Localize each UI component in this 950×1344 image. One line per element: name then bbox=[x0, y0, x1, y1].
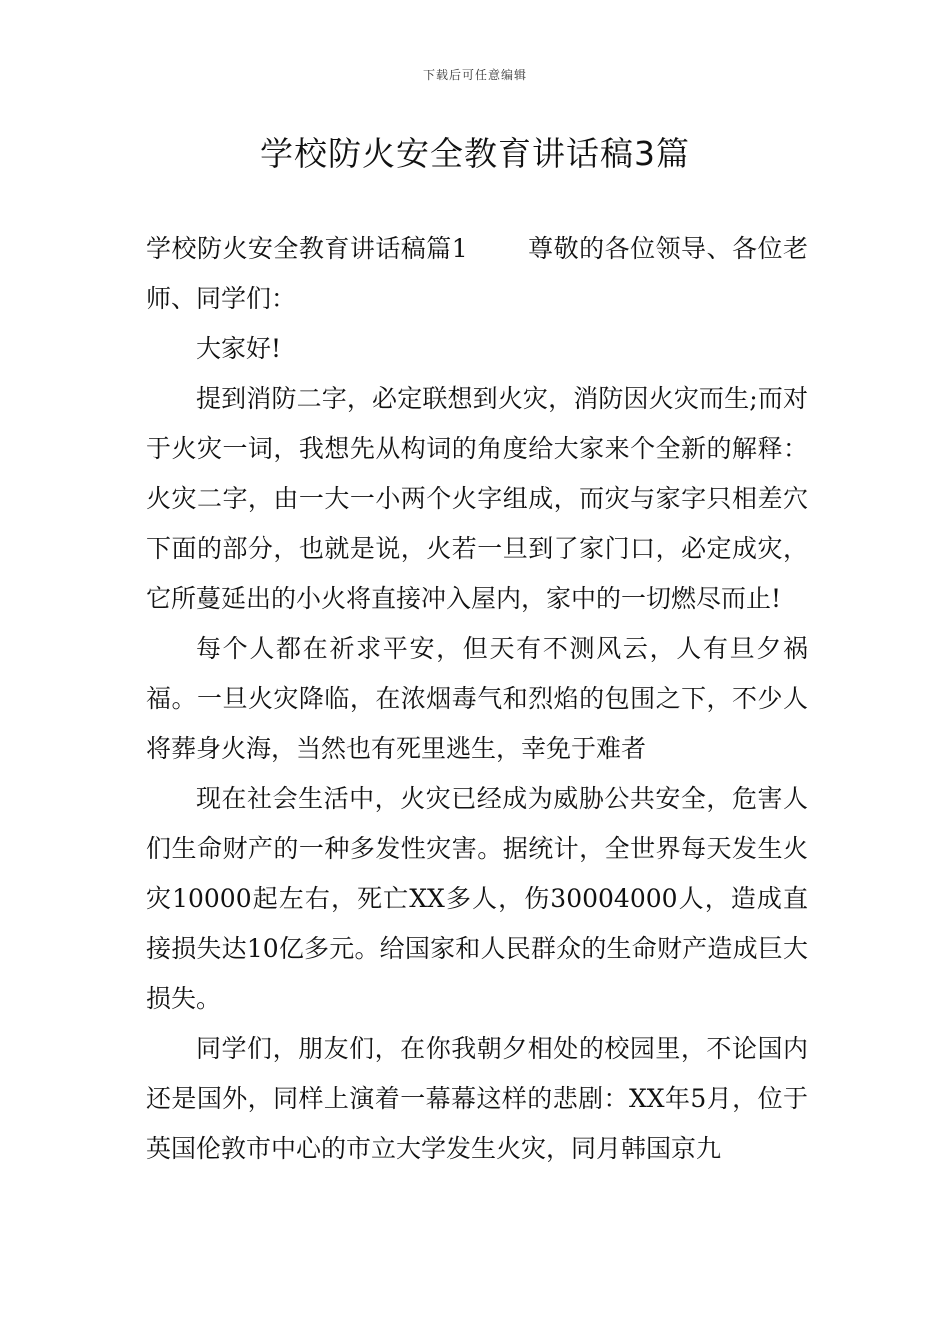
document-body bbox=[146, 224, 808, 1174]
document-title: 学校防火安全教育讲话稿3篇 bbox=[260, 134, 690, 173]
paragraph-statistics: 现在社会生活中，火灾已经成为威胁公共安全，危害人们生命财产的一种多发性灾害。据统计，全世界每天发生火灾10000起左右，死亡XX多人，伤30004000人，造成直接损失达10亿多元。给国家和人民群众的生命财产造成巨大损失。 bbox=[146, 784, 808, 1013]
section-heading: 学校防火安全教育讲话稿篇1 bbox=[146, 234, 468, 263]
paragraph-opening bbox=[146, 224, 808, 324]
paragraph-campus-fires: 同学们，朋友们，在你我朝夕相处的校园里，不论国内还是国外，同样上演着一幕幕这样的悲剧：XX年5月，位于英国伦敦市中心的市立大学发生火灾，同月韩国京九 bbox=[146, 1034, 808, 1163]
paragraph-fire-definition: 提到消防二字，必定联想到火灾，消防因火灾而生;而对于火灾一词，我想先从构词的角度给大家来个全新的解释：火灾二字，由一大一小两个火字组成，而灾与家字只相差穴下面的部分，也就是说，火若一旦到了家门口，必定成灾，它所蔓延出的小火将直接冲入屋内，家中的一切燃尽而止! bbox=[146, 384, 808, 613]
salutation: 尊敬的各位领导、各位老师、同学们： bbox=[146, 234, 808, 313]
header-note: 下载后可任意编辑 bbox=[422, 68, 527, 82]
paragraph-greeting: 大家好! bbox=[196, 334, 282, 363]
paragraph-peace-wish: 每个人都在祈求平安，但天有不测风云，人有旦夕祸福。一旦火灾降临，在浓烟毒气和烈焰的包围之下，不少人将葬身火海，当然也有死里逃生，幸免于难者 bbox=[146, 634, 808, 763]
